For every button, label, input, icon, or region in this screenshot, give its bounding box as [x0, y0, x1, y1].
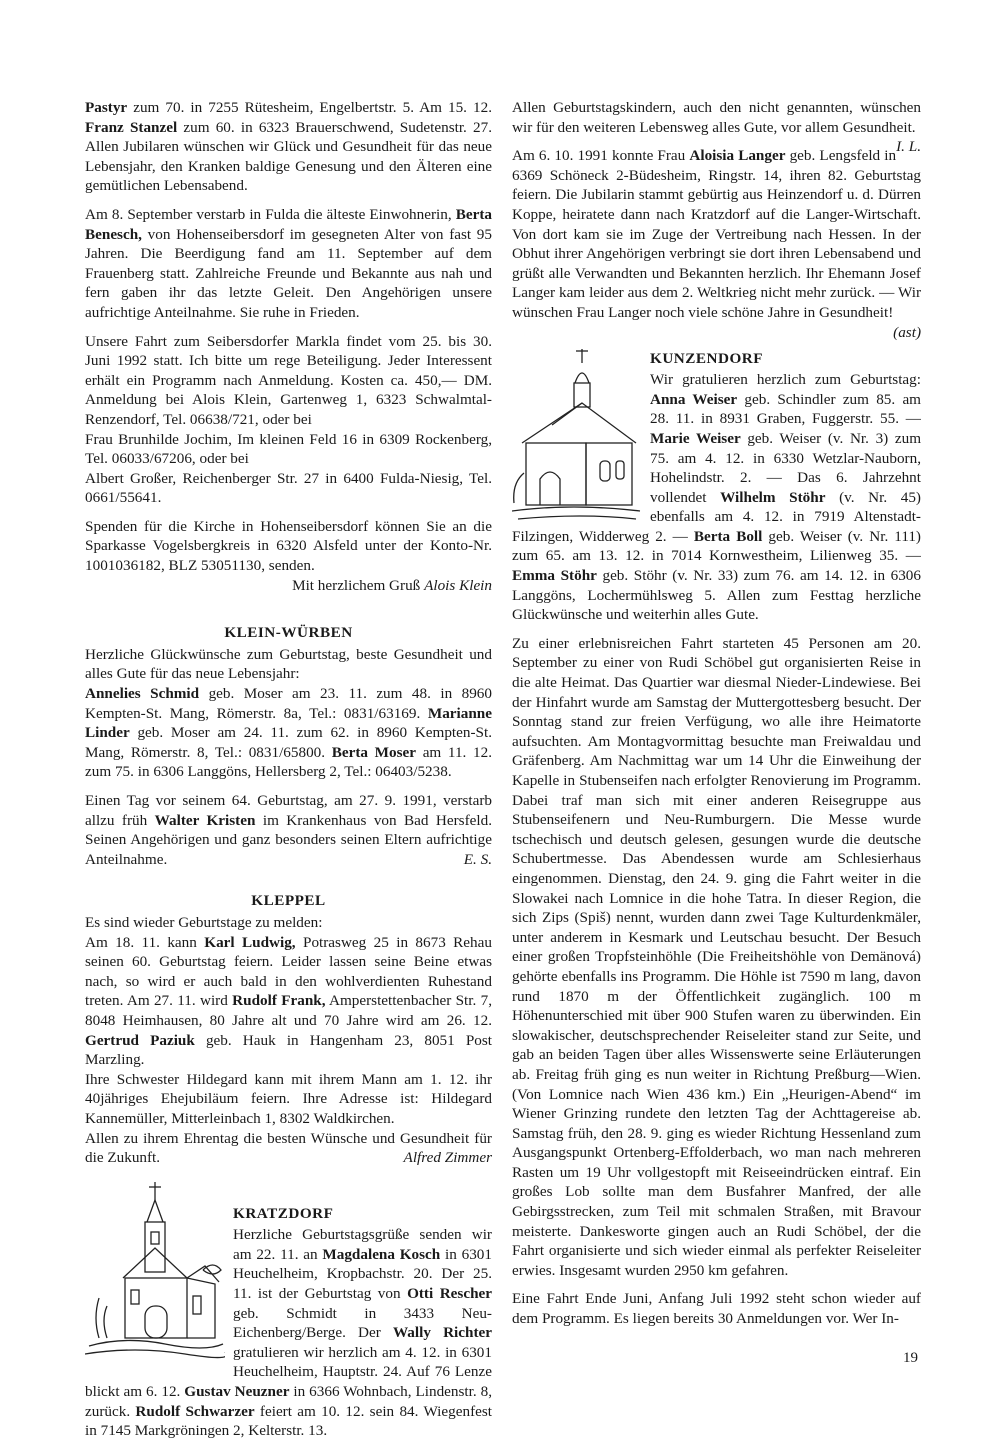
- bold-name: Marianne Linder: [85, 704, 492, 742]
- paragraph-donations: Spenden für die Kirche in Hohenseibersdorf können Sie an die Sparkasse Vogelsbergkreis in 6320 Alsfeld unter der Konto-Nr. 1001036182, BLZ 53051130, senden.: [85, 517, 492, 575]
- paragraph-kw-intro: Herzliche Glückwünsche zum Geburtstag, beste Gesundheit und alles Gute für das neue Lebensjahr:: [85, 645, 492, 683]
- bold-name: Rudolf Schwarzer: [135, 1402, 255, 1420]
- bold-name: Wally Richter: [392, 1324, 492, 1342]
- paragraph-kl-jubilee: Ihre Schwester Hildegard kann mit ihrem Mann am 1. 12. ihr 40jähriges Ehejubiläum feiern. Ihre Adresse ist: Hildegard Kannemüller, Mitterleinbach 1, 8302 Waldkirchen.: [85, 1070, 492, 1127]
- bold-name: Otti Rescher: [407, 1285, 492, 1303]
- bold-name: Berta Boll: [693, 527, 763, 545]
- bold-name: Wilhelm Stöhr: [720, 488, 826, 506]
- bold-name: Magdalena Kosch: [322, 1245, 441, 1263]
- bold-name: Marie Weiser: [650, 429, 741, 447]
- heading-kratzdorf: KRATZDORF: [233, 1204, 334, 1222]
- paragraph-contact-jochim: Frau Brunhilde Jochim, Im kleinen Feld 16 in 6309 Rockenberg, Tel. 06033/67206, oder bei: [85, 430, 492, 468]
- paragraph-next-trip: Eine Fahrt Ende Juni, Anfang Juli 1992 steht schon wieder auf dem Programm. Es liegen bereits 30 Anmeldungen vor. Wer In-: [512, 1290, 921, 1328]
- section-kunzendorf: [512, 349, 921, 634]
- signature-alfred-zimmer: Alfred Zimmer: [403, 1149, 492, 1167]
- bold-name: Walter Kristen: [154, 811, 256, 829]
- signature-il: I. L.: [896, 138, 921, 156]
- paragraph-kl-wishes: [85, 1129, 492, 1168]
- bold-name: Berta Moser: [331, 743, 417, 761]
- church-illustration-kunzendorf: [512, 349, 642, 523]
- paragraph-markla-trip: Unsere Fahrt zum Seibersdorfer Markla findet vom 25. bis 30. Juni 1992 statt. Ich bitte um rege Beteiligung. Jeder Interessent erhält ein Programm nach Anmeldung. Kosten ca. 450,— DM. Anmeldung bei Alois Klein, Gartenweg 1, 6323 Schwalmtal-Renzendorf, Tel. 06638/721, oder bei: [85, 332, 492, 428]
- signature-prefix: Mit herzlichem Gruß: [292, 576, 421, 594]
- paragraph-kw-birthdays: Annelies Schmid geb. Moser am 23. 11. zum 48. in 8960 Kempten-St. Mang, Römerstr. 8a, Tel.: 0831/63169. Marianne Linder geb. Moser am 24. 11. zum 62. in 8960 Kempten-St. Mang, Römerstr. 8, Tel.: 0831/65800. Berta Moser am 11. 12. zum 75. in 6306 Langgöns, Hellersberg 2, Tel.: 06403/5238.: [85, 685, 492, 781]
- bold-name: Annelies Schmid: [85, 685, 200, 703]
- section-kratzdorf: [85, 1182, 492, 1441]
- paragraph-kl-birthdays: Am 18. 11. kann Karl Ludwig, Potrasweg 25 in 8673 Rehau seinen 60. Geburtstag feiern. Leider lassen seine Beine etwas nach, so wird er auch bald in den wohlverdienten Ruhestand treten. Am 27. 11. wird Rudolf Frank, Amperstettenbacher Str. 7, 8048 Heimhausen, 80 Jahre alt und 70 Jahre wird am 26. 12. Gertrud Paziuk geb. Hauk in Hangenham 23, 8051 Post Marzling.: [85, 933, 493, 1069]
- paragraph-aloisia-langer: [512, 146, 921, 341]
- bold-name: Gertrud Paziuk: [85, 1031, 195, 1049]
- paragraph-contact-grosser: Albert Großer, Reichenberger Str. 27 in 6400 Fulda-Niesig, Tel. 0661/55641.: [85, 469, 492, 507]
- paragraph-benesch-obituary: Am 8. September verstarb in Fulda die älteste Einwohnerin, Berta Benesch, von Hohenseibersdorf im gesegneten Alter von fast 95 Jahren. Die Beerdigung fand am 11. September auf dem Frauenberg statt. Zahlreiche Freunde und Bekannte aus nah und fern gaben ihr das letzte Geleit. Den Angehörigen unsere aufrichtige Anteilnahme. Sie ruhe in Frieden.: [85, 205, 492, 321]
- langer-text: Am 6. 10. 1991 konnte Frau Aloisia Langer geb. Lengsfeld in 6369 Schöneck 2-Büdesheim, Ringstr. 14, ihren 82. Geburtstag feiern. Die Jubilarin stammt gebürtig aus Heinzendorf u. d. Dürren Koppe, heiratete dann nach Kratzdorf auf die Langer-Wirtschaft. Von dort kam sie im Zuge der Vertreibung nach Hessen. In der Obhut ihrer Angehörigen verbringt sie dort ihren Lebensabend und grüßt alle Verwandten und Bekannten herzlich. Ihr Ehemann Josef Langer kam leider aus dem 2. Weltkrieg nicht mehr zurück. — Wir wünschen Frau Langer noch viele schöne Jahre in Gesundheit!: [512, 147, 921, 321]
- paragraph-kl-intro: Es sind wieder Geburtstage zu melden:: [85, 913, 323, 931]
- heading-klein-wuerben: KLEIN-WÜRBEN: [224, 624, 353, 642]
- signature-ast: (ast): [893, 323, 921, 341]
- page-number: 19: [903, 1350, 918, 1366]
- church-illustration-kratzdorf: [85, 1182, 225, 1368]
- bold-name: Franz Stanzel: [85, 118, 178, 136]
- kl-wishes-text: Allen zu ihrem Ehrentag die besten Wünsche und Gesundheit für die Zukunft.: [85, 1129, 492, 1167]
- paragraph-kratzdorf: Herzliche Geburtstagsgrüße senden wir am 22. 11. an Magdalena Kosch in 6301 Heuchelheim, Kropbachstr. 20. Der 25. 11. ist der Geburtstag von Otti Rescher geb. Schmidt in 3433 Neu-Eichenberg/Berge. Der Wally Richter gratulieren wir herzlich am 4. 12. in 6301 Heuchelheim, Hauptstr. 24. Auf 76 Lenze blickt am 6. 12. Gustav Neuzner in 6366 Wohnbach, Lindenstr. 8, zurück. Rudolf Schwarzer feiert am 10. 12. sein 84. Wiegenfest in 7145 Markgröningen 2, Kelterstr. 13.: [85, 1226, 492, 1440]
- bold-name: Emma Stöhr: [512, 567, 597, 585]
- bold-name: Aloisia Langer: [689, 147, 786, 165]
- paragraph-kunzendorf-birthdays: Wir gratulieren herzlich zum Geburtstag: Anna Weiser geb. Schindler zum 85. am 28. 11. in 8931 Graben, Fuggerstr. 55. — Marie Weiser geb. Weiser (v. Nr. 3) zum 75. am 4. 12. in 6330 Wetzlar-Nauborn, Hohelindstr. 2. — Das 6. Jahrzehnt vollendet Wilhelm Stöhr (v. Nr. 45) ebenfalls am 4. 12. in 7919 Altenstadt-Filzingen, Widderweg 2. — Berta Boll geb. Weiser (v. Nr. 111) zum 65. am 13. 12. in 7014 Kornwestheim, Lilienweg 35. — Emma Stöhr geb. Stöhr (v. Nr. 33) zum 76. am 14. 12. in 6306 Langgöns, Lochermühlsweg 5. Allen zum Festtag herzliche Glückwünsche und weiterhin alles Gute.: [512, 371, 921, 624]
- right-column: [512, 98, 921, 1338]
- bold-name: Pastyr: [85, 99, 128, 116]
- signature-name: Alois Klein: [424, 576, 492, 594]
- bold-name: Karl Ludwig,: [204, 933, 296, 951]
- heading-kleppel: KLEPPEL: [251, 892, 326, 910]
- signature-es: E. S.: [463, 850, 492, 868]
- bold-name: Anna Weiser: [650, 390, 738, 408]
- bold-name: Berta Benesch,: [85, 205, 492, 243]
- paragraph-kunzendorf-trip: Zu einer erlebnisreichen Fahrt starteten 45 Personen am 20. September zu einer von Rudi Schöbel gut organisierten Reise in die alte Heimat. Das Quartier war diesmal Nieder-Lindewiese. Bei der Hinfahrt wurde am Samstag der Muttergottesberg besucht. Der Sonntag stand zur freien Verfügung, wo alle ihre Heimatorte aufsuchten. Am Montagvormittag besuchte man Freiwaldau und Gräfenberg. Am Nachmittag war um 14 Uhr die Einweihung der Kapelle in Stubenseifen nach erfolgter Renovierung im Programm. Dabei traf man sich mit einer anderen Reisegruppe aus Stubenseifenern und Neu-Rumburgern. Die Messe wurde tschechisch und deutsch gelesen, gesungen wurde die deutsche Schubertmesse. Das Abendessen wurde am Schlesierhaus eingenommen. Dienstag, den 24. 9. ging die Fahrt weiter in die Slowakei nach Lomnice in die hohe Tatra. In dieser Region, die sich Zips (Spiš) nennt, wurden dann zwei Tage Kulturdenkmäler, unter anderem in Kesmark und Leutschau besucht. Der Besuch einer großen Tropfsteinhöhle (Die Freiheitshöhle von Demänová) gehörte ebenfalls ins Programm. Die Höhle ist 7590 m lang, davon rund 1870 m der Öffentlichkeit zugänglich. 100 m Höhenunterschied mit über 900 Stufen waren zu überwinden. Ein slowakischer, deutschsprechender Reiseleiter stand zur Seite, und gab an beiden Tagen über alles Wissenswerte seine Erläuterungen ab. Freitag früh ging es nun weiter in Richtung Preßburg—Wien. (Von Lomnice nach Wien 436 km.) Ein „Heurigen-Abend“ im Wiener Grinzing rundete den letzten Tag der Achttagereise ab. Samstag früh, den 28. 9. ging es wieder Richtung Hessenland zum Ausgangspunkt Ortenberg-Effolderbach, wo man nach mehreren Rasten um 19 Uhr vollgestopft mit Reiseeindrücken eintraf. Ein großes Lob sollte man dem Busfahrer Manfred, der alle Gebirgsstrecken, zum Teil mit schmalen Straßen, mit Bravour meisterte. Dankesworte gingen auch an Rudi Schöbel, der die Fahrt organisierte und sich wieder einmal als perfekter Reiseleiter erwies. Insgesamt wurden 2950 km gefahren.: [512, 634, 921, 1279]
- signature-alois-klein: [85, 576, 492, 596]
- kratzdorf-wishes-text: Allen Geburtstagskindern, auch den nicht genannten, wünschen wir für den weiteren Lebensweg alles Gute, vor allem Gesundheit.: [512, 99, 921, 136]
- paragraph-jubilare: Pastyr zum 70. in 7255 Rütesheim, Engelbertstr. 5. Am 15. 12. Franz Stanzel zum 60. in 6323 Brauerschwend, Sudetenstr. 27. Allen Jubilaren wünschen wir Glück und Gesundheit für das neue Lebensjahr, den Kranken baldige Genesung und den Älteren eine gemütlichen Lebensabend.: [85, 99, 493, 195]
- paragraph-kristen-obituary: [85, 791, 492, 869]
- bold-name: Gustav Neuzner: [184, 1383, 290, 1401]
- heading-kunzendorf: KUNZENDORF: [650, 349, 764, 367]
- left-column: [85, 98, 492, 1441]
- kristen-text: Einen Tag vor seinem 64. Geburtstag, am 27. 9. 1991, verstarb allzu früh Walter Kristen im Krankenhaus von Bad Hersfeld. Seinen Angehörigen und ganz besonders seinen Eltern aufrichtige Anteilnahme.: [85, 792, 492, 868]
- bold-name: Rudolf Frank,: [232, 992, 326, 1010]
